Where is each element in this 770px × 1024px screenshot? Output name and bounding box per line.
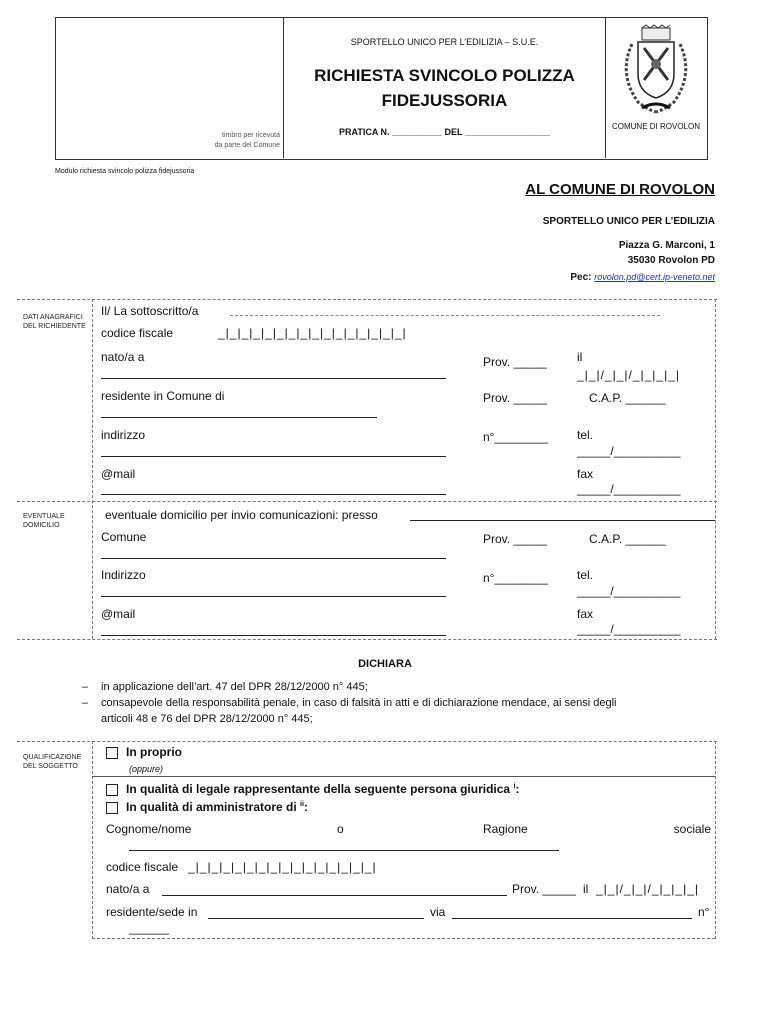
tel-input[interactable]: _____/__________ bbox=[577, 584, 681, 598]
form-name: Modulo richiesta svincolo polizza fidejussoria bbox=[55, 168, 195, 175]
cap-field[interactable]: C.A.P. ______ bbox=[589, 391, 666, 405]
section-divider bbox=[17, 299, 717, 300]
section-vline bbox=[92, 299, 93, 639]
nato-input[interactable] bbox=[101, 378, 446, 379]
in-proprio-label: In proprio bbox=[126, 745, 182, 759]
section-divider bbox=[17, 501, 717, 502]
label-il: il bbox=[583, 882, 589, 896]
mail-input[interactable] bbox=[101, 494, 446, 495]
stamp-label: timbro per ricevuta da parte del Comune bbox=[214, 132, 280, 149]
label-residente-sede: residente/sede in bbox=[106, 905, 198, 919]
qualificazione-bottom bbox=[92, 938, 715, 939]
section-label-dati: DATI ANAGRAFICI DEL RICHIEDENTE bbox=[23, 314, 86, 330]
label-il: il bbox=[577, 350, 583, 364]
prov-field[interactable]: Prov. _____ bbox=[512, 882, 576, 896]
residente-sede-input[interactable] bbox=[208, 918, 424, 919]
label-numero: n° bbox=[698, 905, 710, 919]
label-mail: @mail bbox=[101, 607, 136, 621]
pratica-field[interactable]: PRATICA N. __________ DEL _________________ bbox=[339, 127, 550, 137]
section-label-domicilio: EVENTUALE DOMICILIO bbox=[23, 513, 65, 529]
comune-input[interactable] bbox=[101, 558, 446, 559]
codice-fiscale-input[interactable]: _|_|_|_|_|_|_|_|_|_|_|_|_|_|_|_| bbox=[218, 326, 407, 340]
section-vline bbox=[92, 741, 93, 939]
footnote-ref: ii bbox=[300, 801, 304, 808]
label-fax: fax bbox=[577, 467, 594, 481]
label-fax: fax bbox=[577, 607, 594, 621]
option-amministratore[interactable]: In qualità di amministratore di $^{ii}$: bbox=[106, 800, 308, 814]
oppure-note: (oppure) bbox=[129, 764, 164, 774]
label-indirizzo: Indirizzo bbox=[101, 568, 146, 582]
section-divider bbox=[17, 741, 717, 742]
recipient-office: SPORTELLO UNICO PER L’EDILIZIA bbox=[542, 216, 715, 227]
numero-field[interactable]: n°________ bbox=[483, 430, 548, 444]
header-divider-2 bbox=[605, 17, 606, 158]
label-ragione: Ragione bbox=[483, 822, 528, 836]
dichiara-title: DICHIARA bbox=[358, 658, 412, 670]
cap-field[interactable]: C.A.P. ______ bbox=[589, 532, 666, 546]
label-indirizzo: indirizzo bbox=[101, 428, 146, 442]
amministratore-label: In qualità di amministratore di bbox=[126, 800, 297, 814]
residente-input[interactable] bbox=[101, 417, 377, 418]
label-codice-fiscale: codice fiscale bbox=[101, 326, 174, 340]
form-title-1: RICHIESTA SVINCOLO POLIZZA bbox=[314, 66, 575, 85]
tel-input[interactable]: _____/__________ bbox=[577, 444, 681, 458]
section-divider bbox=[17, 639, 717, 640]
logo-caption: COMUNE DI ROVOLON bbox=[611, 122, 700, 131]
option-in-proprio[interactable] bbox=[106, 745, 182, 759]
dichiara-item-1: in applicazione dell’art. 47 del DPR 28/12/2000 n° 445; bbox=[101, 681, 368, 693]
recipient-street: Piazza G. Marconi, 1 bbox=[618, 240, 715, 251]
label-residente: residente in Comune di bbox=[101, 389, 225, 403]
dichiara-item-2: consapevole della responsabilità penale, in caso di falsità in atti e di dichiarazione mendace, ai sensi degli bbox=[101, 697, 617, 709]
indirizzo-input[interactable] bbox=[101, 456, 446, 457]
nato-input[interactable] bbox=[162, 895, 507, 896]
fax-input[interactable]: _____/__________ bbox=[577, 482, 681, 496]
office-top: SPORTELLO UNICO PER L’EDILIZIA – S.U.E. bbox=[350, 37, 539, 47]
section-label-qualificazione: QUALIFICAZIONE DEL SOGGETTO bbox=[23, 754, 82, 770]
pec-label: Pec: bbox=[570, 272, 592, 283]
label-codice-fiscale: codice fiscale bbox=[106, 860, 179, 874]
form-title-2: FIDEJUSSORIA bbox=[381, 91, 508, 110]
section-vline bbox=[715, 299, 716, 639]
legale-label: In qualità di legale rappresentante della seguente persona giuridica bbox=[126, 782, 511, 796]
section-vline bbox=[715, 741, 716, 939]
prov-field[interactable]: Prov. _____ bbox=[483, 391, 547, 405]
numero-field[interactable]: n°________ bbox=[483, 571, 548, 585]
ragione-sociale-input[interactable] bbox=[129, 850, 559, 851]
option-legale[interactable]: In qualità di legale rappresentante della seguente persona giuridica $^i$: bbox=[106, 782, 519, 796]
comune-coat-of-arms-icon bbox=[612, 24, 700, 116]
pec-link[interactable]: rovolon.pd@cert.ip-veneto.net bbox=[594, 272, 715, 282]
fax-input[interactable]: _____/__________ bbox=[577, 622, 681, 636]
label-via: via bbox=[430, 905, 446, 919]
prov-field[interactable]: Prov. _____ bbox=[483, 355, 547, 369]
sottoscritto-input[interactable] bbox=[230, 315, 660, 316]
label-sottoscritto: Il/ La sottoscritto/a bbox=[101, 304, 199, 318]
label-tel: tel. bbox=[577, 568, 594, 582]
amministratore-checkbox[interactable] bbox=[106, 802, 118, 814]
footnote-ref: i bbox=[513, 783, 516, 790]
domicilio-presso-input[interactable] bbox=[410, 520, 715, 521]
label-mail: @mail bbox=[101, 467, 136, 481]
indirizzo-input[interactable] bbox=[101, 596, 446, 597]
birthdate-input[interactable]: _|_|/_|_|/_|_|_|_| bbox=[577, 368, 680, 382]
label-domicilio: eventuale domicilio per invio comunicazioni: presso bbox=[105, 508, 378, 522]
label-nato: nato/a a bbox=[101, 350, 145, 364]
numero-input[interactable]: ______ bbox=[129, 921, 170, 935]
label-o: o bbox=[337, 822, 344, 836]
dichiara-item-2-cont: articoli 48 e 76 del DPR 28/12/2000 n° 445; bbox=[101, 713, 313, 725]
mail-input[interactable] bbox=[101, 635, 446, 636]
label-tel: tel. bbox=[577, 428, 594, 442]
label-cognome: Cognome/nome bbox=[106, 822, 192, 836]
pec-row bbox=[570, 272, 715, 283]
recipient-city: 35030 Rovolon PD bbox=[627, 255, 715, 266]
birthdate-input[interactable]: _|_|/_|_|/_|_|_|_| bbox=[596, 882, 699, 896]
legale-checkbox[interactable] bbox=[106, 784, 118, 796]
codice-fiscale-input[interactable]: _|_|_|_|_|_|_|_|_|_|_|_|_|_|_|_| bbox=[188, 860, 377, 874]
label-sociale: sociale bbox=[673, 822, 711, 836]
label-nato: nato/a a bbox=[106, 882, 150, 896]
qualificazione-divider bbox=[92, 776, 715, 777]
prov-field[interactable]: Prov. _____ bbox=[483, 532, 547, 546]
via-input[interactable] bbox=[452, 918, 692, 919]
recipient-title: AL COMUNE DI ROVOLON bbox=[525, 181, 715, 198]
dichiara-item: – bbox=[82, 697, 89, 709]
label-comune: Comune bbox=[101, 530, 147, 544]
in-proprio-checkbox[interactable] bbox=[106, 747, 118, 759]
dichiara-item: – bbox=[82, 681, 89, 693]
